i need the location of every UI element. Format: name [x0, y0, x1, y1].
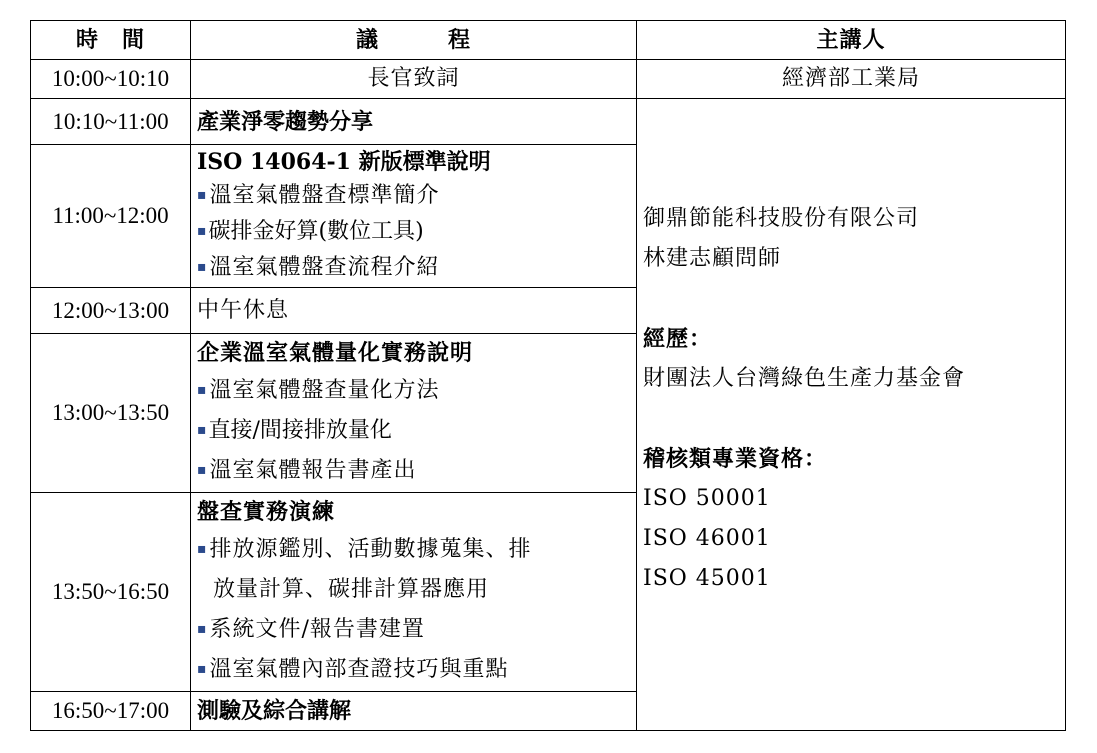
agenda-title: 測驗及綜合講解	[197, 698, 352, 724]
time-cell: 10:10~11:00	[31, 99, 191, 145]
speaker-name: 林建志顧問師	[643, 246, 782, 271]
speaker-cell	[637, 99, 1066, 731]
time-cell: 13:50~16:50	[31, 493, 191, 692]
qualification-item: ISO 45001	[643, 566, 771, 591]
header-agenda: 議 程	[191, 21, 637, 60]
table-row	[31, 99, 1066, 145]
agenda-cell: 中午休息	[191, 288, 637, 334]
header-speaker: 主講人	[637, 21, 1066, 60]
agenda-item: ▪ 直接/間接排放量化	[197, 412, 630, 452]
time-cell: 16:50~17:00	[31, 692, 191, 731]
agenda-item: ▪ 溫室氣體報告書產出	[197, 452, 630, 492]
agenda-table	[30, 20, 1066, 731]
time-cell: 11:00~12:00	[31, 145, 191, 288]
header-row	[31, 21, 1066, 60]
agenda-cell	[191, 334, 637, 493]
header-time: 時 間	[31, 21, 191, 60]
agenda-item: ▪ 溫室氣體盤查標準簡介	[197, 179, 630, 215]
agenda-item: ▪ 碳排金好算(數位工具)	[197, 215, 630, 251]
experience-label: 經歷：	[643, 326, 713, 352]
agenda-cell	[191, 145, 637, 288]
experience-value: 財團法人台灣綠色生產力基金會	[643, 366, 966, 391]
agenda-title: ISO 14064-1 新版標準說明	[197, 149, 491, 175]
qualification-label: 稽核類專業資格：	[643, 446, 828, 472]
agenda-item: ▪ 排放源鑑別、活動數據蒐集、排	[197, 531, 630, 571]
time-cell: 10:00~10:10	[31, 60, 191, 99]
agenda-cell: 長官致詞	[191, 60, 637, 99]
agenda-item: ▪ 溫室氣體盤查流程介紹	[197, 251, 630, 287]
speaker-org-cell: 經濟部工業局	[637, 60, 1066, 99]
agenda-cell	[191, 99, 637, 145]
agenda-title: 產業淨零趨勢分享	[197, 108, 374, 135]
agenda-item: ▪ 溫室氣體內部查證技巧與重點	[197, 651, 630, 691]
time-cell: 12:00~13:00	[31, 288, 191, 334]
time-cell: 13:00~13:50	[31, 334, 191, 493]
agenda-cell	[191, 493, 637, 692]
agenda-item: ▪ 溫室氣體盤查量化方法	[197, 372, 630, 412]
agenda-cell	[191, 692, 637, 731]
table-row	[31, 60, 1066, 99]
agenda-item: 放量計算、碳排計算器應用	[213, 577, 490, 602]
speaker-company: 御鼎節能科技股份有限公司	[643, 206, 920, 231]
qualification-item: ISO 50001	[643, 486, 771, 511]
agenda-title: 盤查實務演練	[197, 499, 336, 525]
agenda-title: 企業溫室氣體量化實務說明	[197, 340, 474, 366]
agenda-item: ▪ 系統文件/報告書建置	[197, 611, 630, 651]
qualification-item: ISO 46001	[643, 526, 771, 551]
